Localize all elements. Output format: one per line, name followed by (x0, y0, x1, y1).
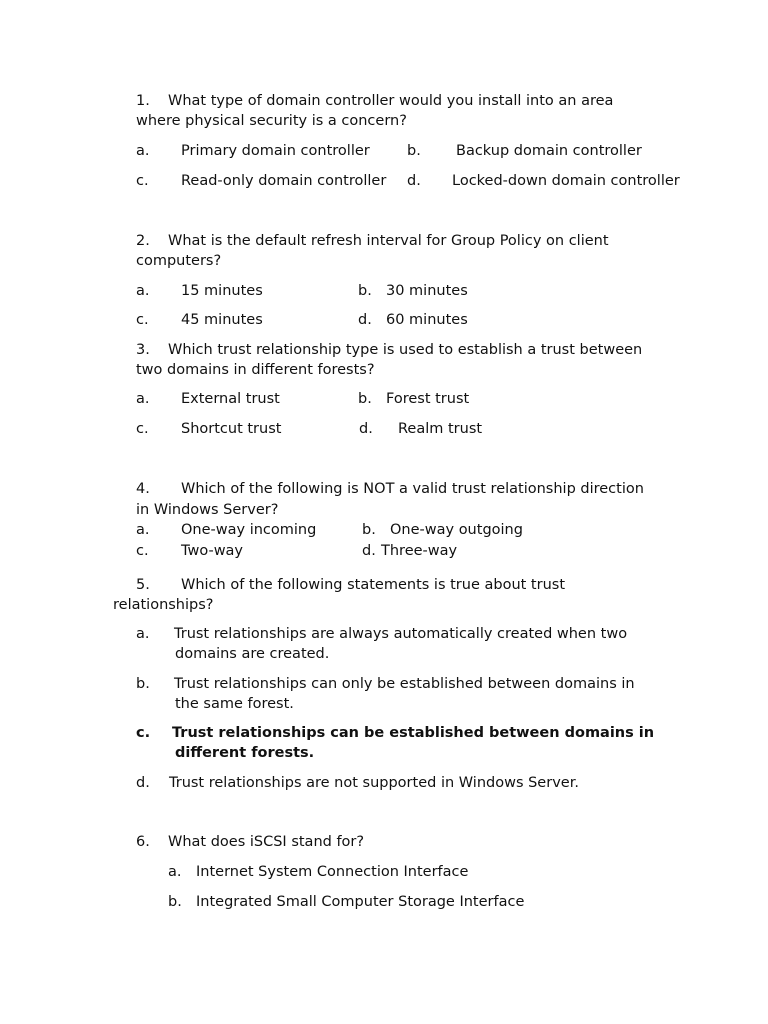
question-text: where physical security is a concern? (136, 113, 407, 129)
question-text: Which of the following is NOT a valid trust relationship direction (181, 481, 644, 497)
option-text: Three-way (381, 543, 458, 559)
option-letter: a. (136, 143, 150, 159)
question-number: 4. (136, 481, 150, 497)
option-letter: d. (136, 775, 150, 791)
option-text: Realm trust (398, 421, 483, 437)
option-letter: c. (136, 543, 149, 559)
question-number: 1. (136, 93, 150, 109)
option-text: Two-way (181, 543, 244, 559)
option-text: External trust (181, 391, 280, 407)
option-letter: b. (358, 283, 372, 299)
option-letter: b. (407, 143, 421, 159)
option-letter: c. (136, 421, 149, 437)
option-letter: d. (362, 543, 376, 559)
option-letter: a. (136, 391, 150, 407)
option-text: One-way outgoing (390, 522, 523, 538)
question-text: What does iSCSI stand for? (168, 834, 365, 850)
option-letter: b. (136, 676, 150, 692)
option-text: the same forest. (175, 696, 294, 712)
option-letter: b. (362, 522, 376, 538)
option-letter: c. (136, 725, 151, 741)
option-text: 30 minutes (386, 283, 468, 299)
question-number: 2. (136, 233, 150, 249)
option-text: Forest trust (386, 391, 470, 407)
option-letter: b. (168, 894, 182, 910)
option-letter: b. (358, 391, 372, 407)
option-letter: a. (136, 283, 150, 299)
option-letter: d. (359, 421, 373, 437)
option-letter: d. (358, 312, 372, 328)
option-text: Integrated Small Computer Storage Interface (196, 894, 525, 910)
option-text: Primary domain controller (181, 143, 370, 159)
question-number: 3. (136, 342, 150, 358)
question-text: What is the default refresh interval for Group Policy on client (168, 233, 609, 249)
question-text: computers? (136, 253, 222, 269)
option-text: Trust relationships are not supported in Windows Server. (169, 775, 579, 791)
question-text: What type of domain controller would you install into an area (168, 93, 614, 109)
question-text: Which of the following statements is true about trust (181, 577, 566, 593)
option-text: Read-only domain controller (181, 173, 387, 189)
option-text: Trust relationships can be established between domains in (172, 725, 655, 741)
option-text: different forests. (175, 745, 315, 761)
option-text: 60 minutes (386, 312, 468, 328)
option-letter: a. (136, 626, 150, 642)
option-text: 45 minutes (181, 312, 263, 328)
option-text: Trust relationships are always automatically created when two (174, 626, 628, 642)
question-text: in Windows Server? (136, 502, 279, 518)
option-letter: c. (136, 173, 149, 189)
option-text: 15 minutes (181, 283, 263, 299)
option-text: Shortcut trust (181, 421, 282, 437)
option-letter: a. (136, 522, 150, 538)
option-text: domains are created. (175, 646, 330, 662)
question-text: relationships? (113, 597, 214, 613)
option-text: Internet System Connection Interface (196, 864, 469, 880)
question-number: 5. (136, 577, 150, 593)
option-text: Locked-down domain controller (452, 173, 680, 189)
question-text: Which trust relationship type is used to establish a trust between (168, 342, 643, 358)
option-letter: a. (168, 864, 182, 880)
option-letter: d. (407, 173, 421, 189)
option-letter: c. (136, 312, 149, 328)
option-text: Trust relationships can only be established between domains in (174, 676, 635, 692)
question-text: two domains in different forests? (136, 362, 375, 378)
question-number: 6. (136, 834, 150, 850)
option-text: Backup domain controller (456, 143, 642, 159)
option-text: One-way incoming (181, 522, 317, 538)
